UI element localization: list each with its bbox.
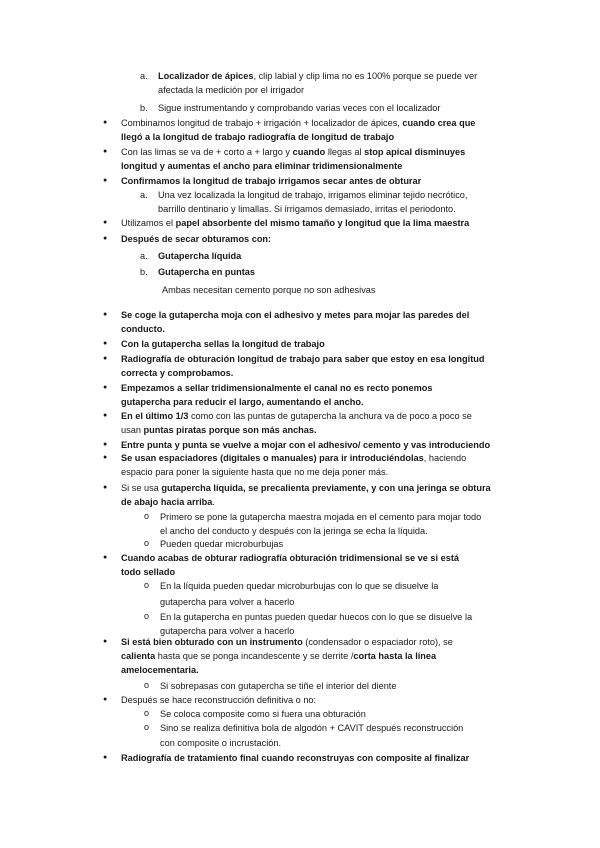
text-run: Combinamos longitud de trabajo + irrigación + localizador de ápices, xyxy=(121,118,403,128)
text-run: como con las puntas de gutapercha la anchura va de poco a poco se xyxy=(188,411,472,421)
text-run: llegas al xyxy=(325,147,365,157)
sub-item-line xyxy=(160,538,283,550)
text-run: , haciendo xyxy=(423,453,467,463)
bullet-item-line xyxy=(121,160,402,172)
list-item-line xyxy=(158,84,304,96)
sub-item-line xyxy=(160,737,281,749)
bullet-item-line xyxy=(121,439,490,451)
sub-item-line xyxy=(160,611,472,623)
text-run: gutapercha para volver a hacerlo xyxy=(160,597,295,607)
bullet-item-line xyxy=(121,636,453,648)
sub-item-line xyxy=(160,680,396,692)
bullet-item-line xyxy=(121,452,466,464)
text-run: barrillo dentinario y limallas. Si irrigamos demasiado, irritas el periodonto. xyxy=(158,204,456,214)
text-run: , clip labial y clip lima no es 100% porque se puede ver xyxy=(253,71,478,81)
text-run: gutapercha para volver a hacerlo xyxy=(160,626,295,636)
bullet-item-line xyxy=(121,309,469,321)
text-run: calienta xyxy=(121,651,156,661)
bullet-item-line xyxy=(121,664,199,676)
text-run: papel absorbente del mismo tamaño y longitud que la lima maestra xyxy=(175,218,470,228)
bullet-item-line xyxy=(121,233,271,245)
bullet-item-line xyxy=(121,146,465,158)
text-run: afectada la medición por el irrigador xyxy=(158,85,305,95)
list-item-line xyxy=(158,102,440,114)
text-run: gutapercha para reducir el largo, aumentando el ancho. xyxy=(121,397,364,407)
list-item-line xyxy=(158,250,241,262)
text-run: Radiografía de obturación longitud de trabajo para saber que estoy en esa longitud xyxy=(121,354,485,364)
bullet-item-line xyxy=(121,424,317,436)
bullet-item-line xyxy=(121,217,469,229)
text-run: correcta y comprobamos. xyxy=(121,368,234,378)
text-run: En la líquida pueden quedar microburbujas con lo que se disuelve la xyxy=(160,581,439,591)
text-run: llegó a la longitud de trabajo radiografía de longitud de trabajo xyxy=(121,132,395,142)
text-run: Si se usa xyxy=(121,483,162,493)
bullet-item-line xyxy=(121,650,436,662)
text-run: Confirmamos la longitud de trabajo irrigamos secar antes de obturar xyxy=(121,176,422,186)
text-run: cuando xyxy=(292,147,326,157)
text-run: Ambas necesitan cemento porque no son adhesivas xyxy=(162,285,376,295)
text-run: stop apical disminuyes xyxy=(364,147,466,157)
bullet-item-line xyxy=(121,323,165,335)
text-run: Pueden quedar microburbujas xyxy=(160,539,284,549)
bullet-item-line xyxy=(121,752,469,764)
bullet-item-line xyxy=(121,382,432,394)
list-item-line xyxy=(158,203,456,215)
list-item-line xyxy=(158,266,255,278)
bullet-item-line xyxy=(121,496,215,508)
bullet-item-line xyxy=(121,410,472,422)
text-run: espacio para poner la siguiente hasta que no me deja poner más. xyxy=(121,467,389,477)
text-run: En el último 1/3 xyxy=(121,411,189,421)
text-run: Se coge la gutapercha moja con el adhesivo y metes para mojar las paredes del xyxy=(121,310,470,320)
text-run: todo sellado xyxy=(121,567,176,577)
text-run: Utilizamos el xyxy=(121,218,176,228)
text-run: Empezamos a sellar tridimensionalmente el canal no es recto ponemos xyxy=(121,383,433,393)
list-marker: a. xyxy=(140,190,148,200)
text-run: Después se hace reconstrucción definitiva o no: xyxy=(121,695,317,705)
text-run: conducto. xyxy=(121,324,165,334)
bullet-item-line xyxy=(121,566,175,578)
text-run: con composite o incrustación. xyxy=(160,738,282,748)
text-run: Cuando acabas de obturar radiografía obturación tridimensional se ve si está xyxy=(121,553,459,563)
bullet-item-line xyxy=(121,353,484,365)
text-run: Con las limas se va de + corto a + largo y xyxy=(121,147,293,157)
text-run: Gutapercha en puntas xyxy=(158,267,255,277)
text-run: de abajo hacia arriba xyxy=(121,497,213,507)
text-run: corta hasta la línea xyxy=(353,651,437,661)
sub-item-line xyxy=(160,708,366,720)
list-item-line xyxy=(158,70,477,82)
text-run: En la gutapercha en puntas pueden quedar huecos con lo que se disuelve la xyxy=(160,612,473,622)
sub-item-line xyxy=(160,525,428,537)
sub-item-line xyxy=(160,511,481,523)
text-run: Si sobrepasas con gutapercha se tiñe el interior del diente xyxy=(160,681,397,691)
text-run: (condensador o espaciador roto), se xyxy=(302,637,453,647)
text-run: Entre punta y punta se vuelve a mojar con el adhesivo/ cemento y vas introduciendo xyxy=(121,440,491,450)
list-marker: b. xyxy=(140,103,148,113)
bullet-item-line xyxy=(121,552,459,564)
bullet-item-line xyxy=(121,694,316,706)
text-run: Primero se pone la gutapercha maestra mojada en el cemento para mojar todo xyxy=(160,512,482,522)
text-run: cuando crea que xyxy=(402,118,476,128)
text-run: hasta que se ponga incandescente y se derrite / xyxy=(155,651,354,661)
bullet-item-line xyxy=(121,466,388,478)
text-run: Con la gutapercha sellas la longitud de trabajo xyxy=(121,339,325,349)
paragraph-line xyxy=(162,284,376,296)
text-run: Después de secar obturamos con: xyxy=(121,234,272,244)
text-run: gutapercha líquida, se precalienta previamente, y con una jeringa se obtura xyxy=(161,483,491,493)
text-run: Sigue instrumentando y comprobando varias veces con el localizador xyxy=(158,103,441,113)
text-run: usan xyxy=(121,425,144,435)
text-run: longitud y aumentas el ancho para eliminar tridimensionalmente xyxy=(121,161,403,171)
text-run: Se coloca composite como si fuera una obturación xyxy=(160,709,366,719)
list-marker: a. xyxy=(140,251,148,261)
sub-item-line xyxy=(160,722,463,734)
text-run: . xyxy=(212,497,215,507)
bullet-item-line xyxy=(121,117,475,129)
text-run: puntas piratas porque son más anchas. xyxy=(143,425,317,435)
bullet-item-line xyxy=(121,396,364,408)
bullet-item-line xyxy=(121,175,421,187)
list-marker: a. xyxy=(140,71,148,81)
text-run: Se usan espaciadores (digitales o manuales) para ir introduciéndolas xyxy=(121,453,424,463)
sub-item-line xyxy=(160,596,294,608)
text-run: el ancho del conducto y después con la jeringa se echa la líquida. xyxy=(160,526,428,536)
text-run: Gutapercha líquida xyxy=(158,251,242,261)
bullet-item-line xyxy=(121,338,325,350)
bullet-item-line xyxy=(121,131,394,143)
list-marker: b. xyxy=(140,267,148,277)
text-run: Si está bien obturado con un instrumento xyxy=(121,637,303,647)
text-run: Una vez localizada la longitud de trabajo, irrigamos eliminar tejido necrótico, xyxy=(158,190,468,200)
text-run: Localizador de ápices xyxy=(158,71,254,81)
bullet-item-line xyxy=(121,482,491,494)
sub-item-line xyxy=(160,580,438,592)
text-run: Sino se realiza definitiva bola de algodón + CAVIT después reconstrucción xyxy=(160,723,464,733)
text-run: Radiografía de tratamiento final cuando reconstruyas con composite al finalizar xyxy=(121,753,470,763)
list-item-line xyxy=(158,189,467,201)
bullet-item-line xyxy=(121,367,233,379)
text-run: amelocementaria. xyxy=(121,665,199,675)
